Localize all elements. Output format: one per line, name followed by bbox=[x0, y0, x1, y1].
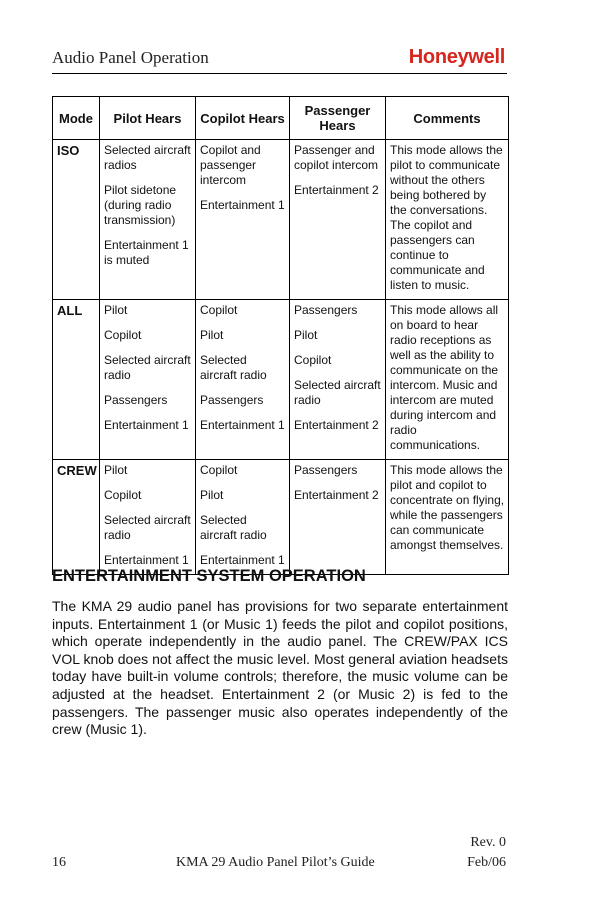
footer-title: KMA 29 Audio Panel Pilot’s Guide bbox=[176, 855, 375, 870]
page-number: 16 bbox=[52, 855, 66, 870]
list-item: Passenger and copilot intercom bbox=[294, 143, 379, 172]
list-item: Passengers bbox=[294, 303, 358, 317]
passenger-hears-cell bbox=[290, 460, 386, 575]
copilot-hears-cell bbox=[196, 140, 290, 300]
mode-cell: CREW bbox=[53, 460, 100, 575]
column-header-pilot-hears: Pilot Hears bbox=[100, 97, 196, 140]
audio-modes-table bbox=[52, 96, 509, 575]
section-heading: ENTERTAINMENT SYSTEM OPERATION bbox=[52, 567, 366, 585]
page-header-title: Audio Panel Operation bbox=[52, 48, 209, 67]
passenger-hears-cell bbox=[290, 140, 386, 300]
list-item: Copilot bbox=[200, 463, 238, 477]
list-item: Entertainment 2 bbox=[294, 418, 379, 432]
list-item: Entertainment 2 bbox=[294, 488, 379, 502]
comments-cell: This mode allows all on board to hear radio receptions as well as the ability to communicate on the intercom. Music and intercom are muted during intercom and radio communications. bbox=[386, 300, 509, 460]
list-item: Selected aircraft radio bbox=[200, 513, 267, 542]
list-item: Copilot bbox=[104, 488, 142, 502]
list-item: Pilot bbox=[104, 303, 128, 317]
list-item: Passengers bbox=[104, 393, 168, 407]
list-item: Entertainment 1 bbox=[104, 418, 189, 432]
list-item: Entertainment 1 bbox=[104, 553, 189, 567]
pilot-hears-cell bbox=[100, 140, 196, 300]
list-item: Entertainment 2 bbox=[294, 183, 379, 197]
list-item: Copilot bbox=[294, 353, 332, 367]
table-row-crew bbox=[53, 460, 509, 575]
list-item: Selected aircraft radios bbox=[104, 143, 191, 172]
list-item: Copilot and passenger intercom bbox=[200, 143, 261, 187]
table-header-row bbox=[53, 97, 509, 140]
list-item: Selected aircraft radio bbox=[294, 378, 381, 407]
list-item: Pilot bbox=[200, 488, 224, 502]
mode-cell: ALL bbox=[53, 300, 100, 460]
table-row-all bbox=[53, 300, 509, 460]
list-item: Selected aircraft radio bbox=[104, 353, 191, 382]
list-item: Entertainment 1 bbox=[200, 553, 285, 567]
honeywell-logo: Honeywell bbox=[408, 46, 505, 68]
list-item: Pilot bbox=[294, 328, 318, 342]
comments-cell: This mode allows the pilot and copilot to concentrate on flying, while the passengers can communicate amongst themselves. bbox=[386, 460, 509, 575]
list-item: Selected aircraft radio bbox=[200, 353, 267, 382]
column-header-mode: Mode bbox=[53, 97, 100, 140]
list-item: Entertainment 1 bbox=[200, 198, 285, 212]
pilot-hears-cell bbox=[100, 300, 196, 460]
column-header-copilot-hears: Copilot Hears bbox=[196, 97, 290, 140]
column-header-passenger-hears: Passenger Hears bbox=[290, 97, 386, 140]
passenger-hears-cell bbox=[290, 300, 386, 460]
body-paragraph: The KMA 29 audio panel has provisions for two separate entertainment inputs. Entertainment 1 (or Music 1) feeds the pilot and copilot positions, which operate independently in the audio panel. The CREW/PAX ICS VOL knob does not affect the music level. Most general aviation headsets today have built-in volume controls; therefore, the music volume can be adjusted at the headset. Entertainment 2 (or Music 2) is fed to the passengers. The passenger music also operates independently of the crew (Music 1). bbox=[52, 598, 508, 738]
list-item: Pilot bbox=[104, 463, 128, 477]
copilot-hears-cell bbox=[196, 460, 290, 575]
list-item: Entertainment 1 is muted bbox=[104, 238, 189, 267]
revision-date: Feb/06 bbox=[467, 855, 506, 870]
list-item: Entertainment 1 bbox=[200, 418, 285, 432]
list-item: Pilot bbox=[200, 328, 224, 342]
revision-label: Rev. 0 bbox=[470, 835, 506, 850]
table-row-iso bbox=[53, 140, 509, 300]
list-item: Passengers bbox=[200, 393, 264, 407]
column-header-comments: Comments bbox=[386, 97, 509, 140]
list-item: Copilot bbox=[200, 303, 238, 317]
pilot-hears-cell bbox=[100, 460, 196, 575]
list-item: Passengers bbox=[294, 463, 358, 477]
comments-cell: This mode allows the pilot to communicate without the others being bothered by the conversations. The copilot and passengers can continue to communicate and listen to music. bbox=[386, 140, 509, 300]
list-item: Pilot sidetone (during radio transmission) bbox=[104, 183, 177, 227]
mode-cell: ISO bbox=[53, 140, 100, 300]
copilot-hears-cell bbox=[196, 300, 290, 460]
header-rule bbox=[52, 73, 507, 74]
list-item: Selected aircraft radio bbox=[104, 513, 191, 542]
list-item: Copilot bbox=[104, 328, 142, 342]
